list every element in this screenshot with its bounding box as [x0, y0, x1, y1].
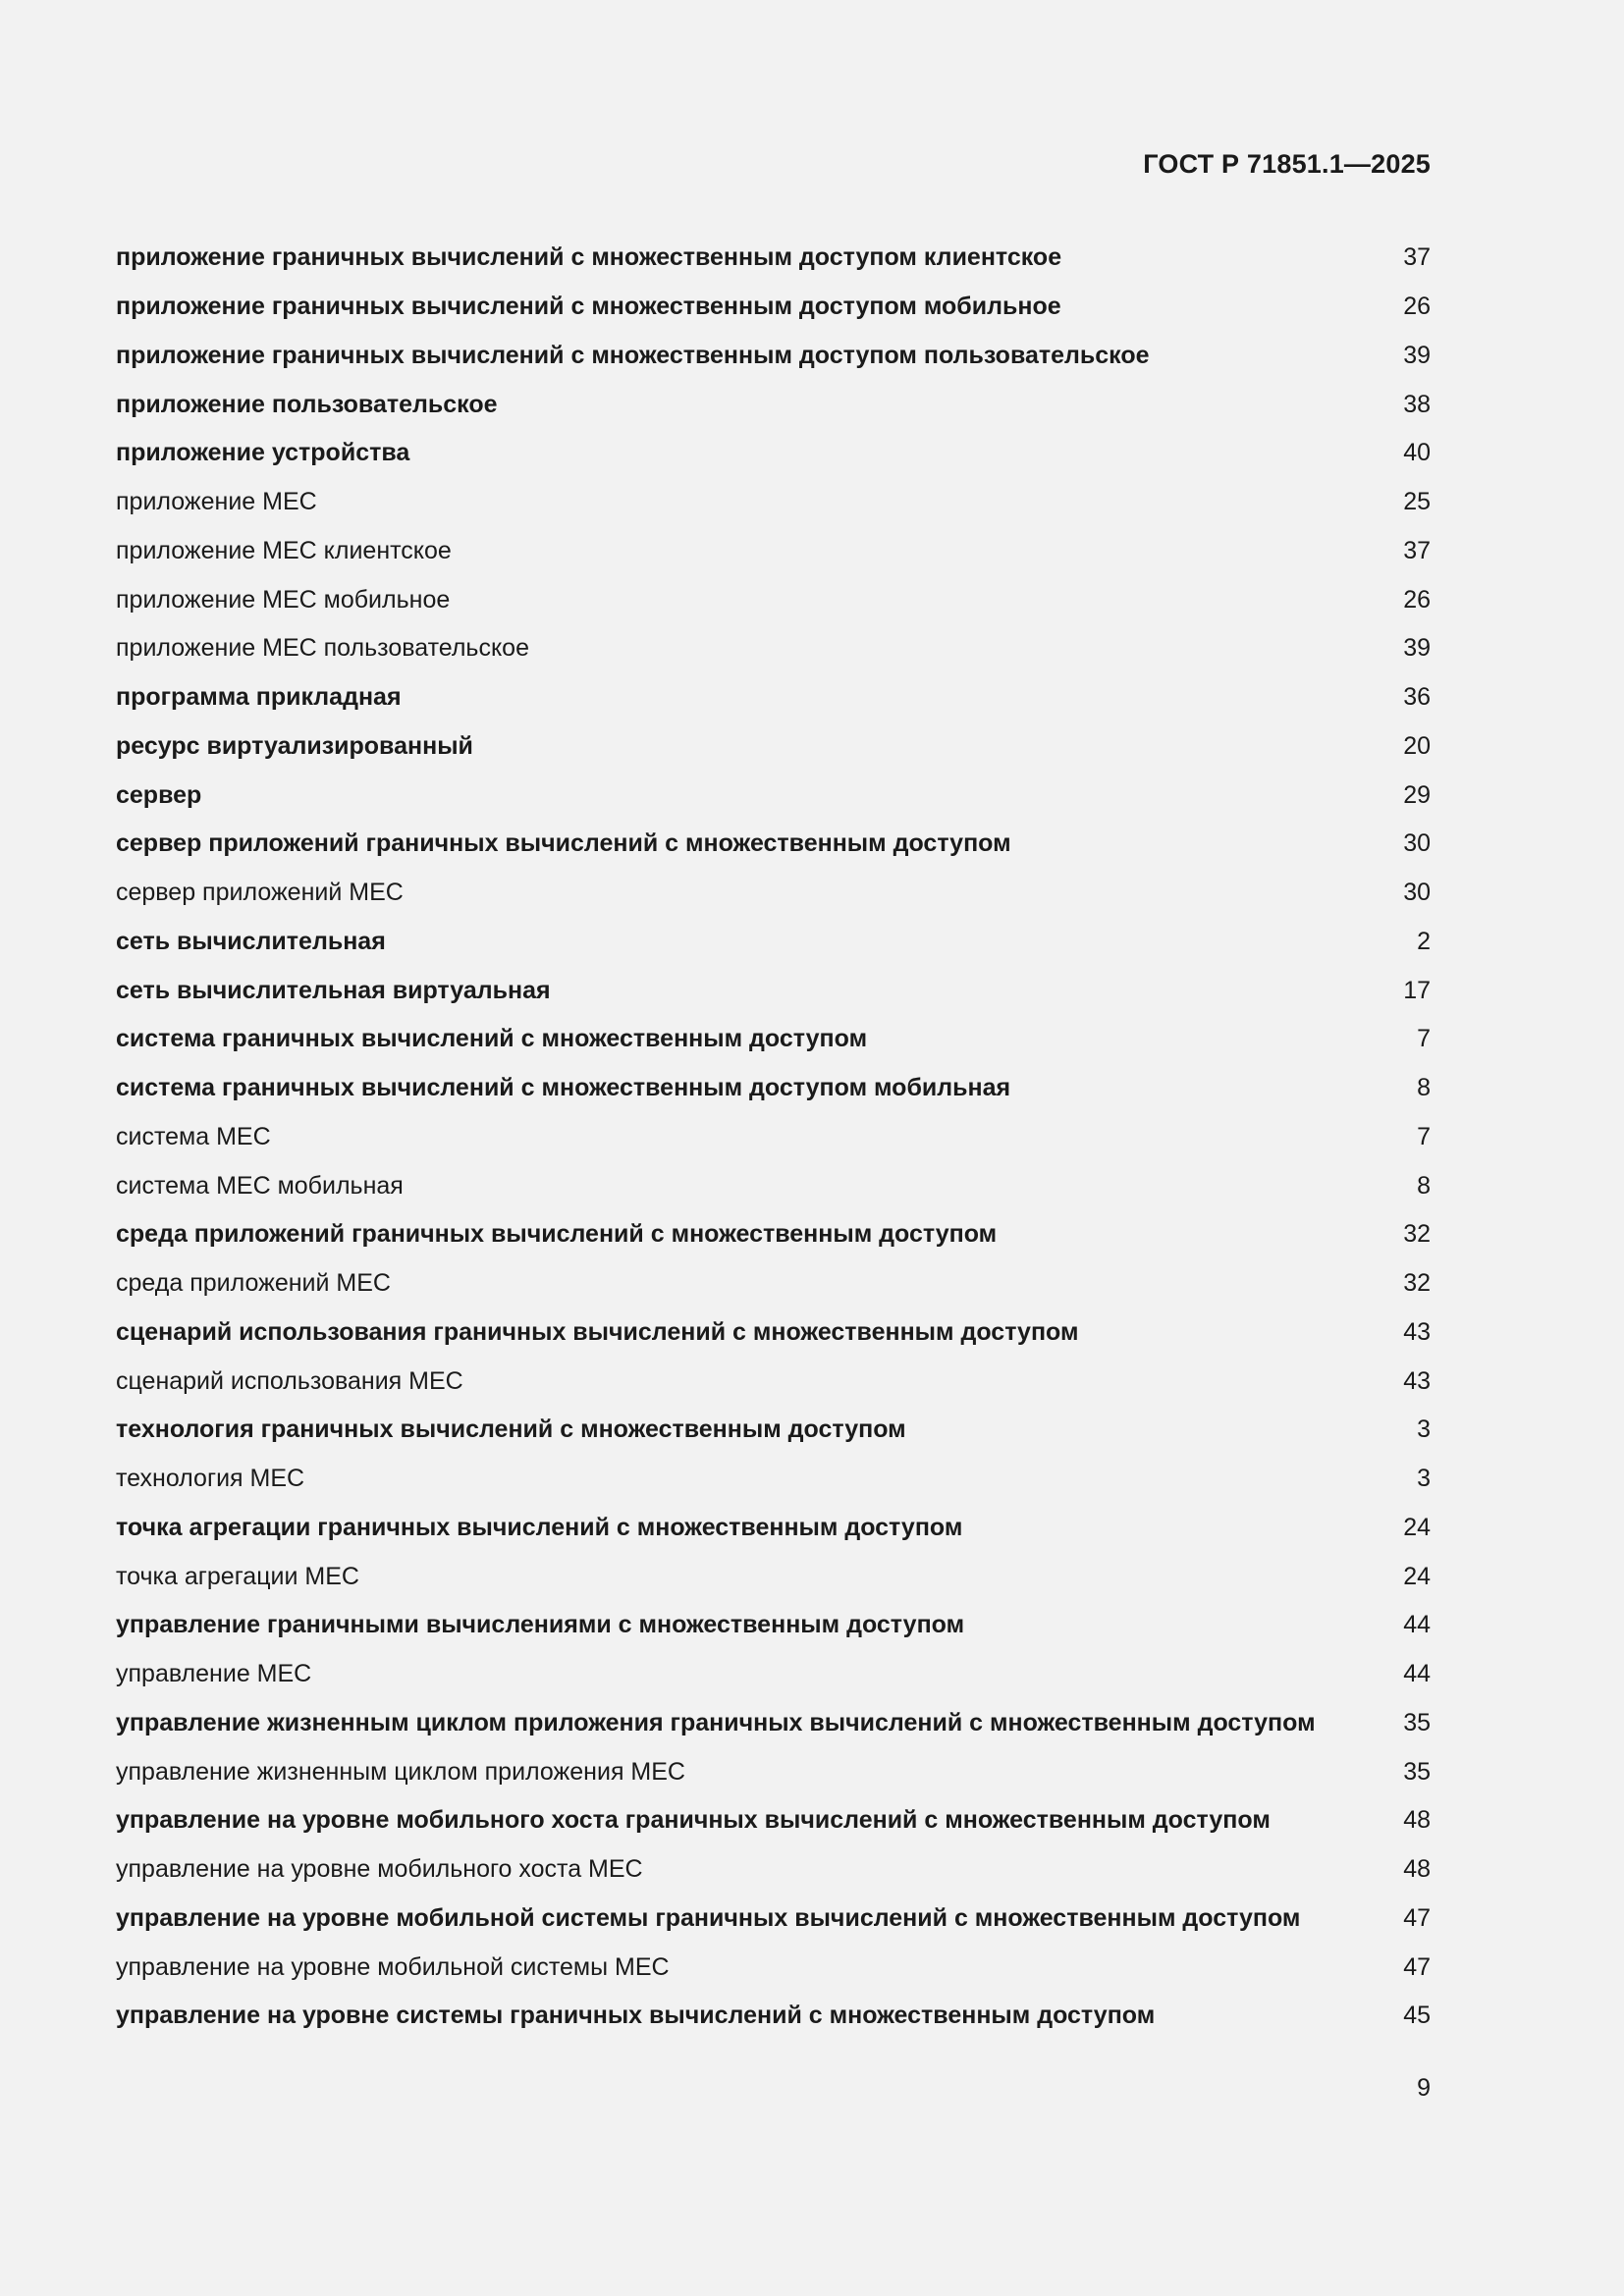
index-term: технология граничных вычислений с множественным доступом	[116, 1415, 906, 1444]
index-entry	[116, 234, 1431, 283]
index-entry	[116, 1455, 1431, 1504]
index-page-ref: 3	[1417, 1465, 1431, 1493]
index-term: сценарий использования граничных вычислений с множественным доступом	[116, 1317, 1079, 1346]
index-page-ref: 43	[1403, 1366, 1431, 1395]
index-term: управление на уровне мобильного хоста MEC	[116, 1855, 643, 1884]
index-page-ref: 45	[1403, 2002, 1431, 2030]
index-page-ref: 44	[1403, 1611, 1431, 1639]
index-entry	[116, 1845, 1431, 1895]
index-entry	[116, 429, 1431, 478]
document-header: ГОСТ Р 71851.1—2025	[1143, 149, 1431, 179]
index-page-ref: 26	[1403, 585, 1431, 614]
index-entry	[116, 1161, 1431, 1210]
index-term: система граничных вычислений с множественным доступом мобильная	[116, 1074, 1011, 1102]
index-page-ref: 30	[1403, 829, 1431, 858]
index-entry	[116, 283, 1431, 332]
index-entry	[116, 869, 1431, 918]
index-entry	[116, 1747, 1431, 1796]
index-page-ref: 44	[1403, 1660, 1431, 1688]
index-entry	[116, 1308, 1431, 1358]
index-term: приложение граничных вычислений с множественным доступом пользовательское	[116, 341, 1150, 369]
index-term: управление граничными вычислениями с множественным доступом	[116, 1611, 965, 1639]
index-page-ref: 24	[1403, 1562, 1431, 1590]
index-page-ref: 3	[1417, 1415, 1431, 1444]
index-term: приложение граничных вычислений с множественным доступом мобильное	[116, 293, 1061, 321]
index-page-ref: 47	[1403, 1903, 1431, 1932]
index-page-ref: 8	[1417, 1171, 1431, 1200]
index-term: среда приложений граничных вычислений с множественным доступом	[116, 1220, 998, 1249]
index-entry	[116, 966, 1431, 1015]
index-term: приложение пользовательское	[116, 390, 498, 418]
index-entry	[116, 1650, 1431, 1699]
index-entry	[116, 722, 1431, 772]
index-term: система MEC мобильная	[116, 1171, 404, 1200]
index-term: управление на уровне системы граничных вычислений с множественным доступом	[116, 2002, 1156, 2030]
index-entry	[116, 1552, 1431, 1601]
index-entry	[116, 673, 1431, 722]
index-term: программа прикладная	[116, 683, 402, 712]
index-entry	[116, 918, 1431, 967]
index-entry	[116, 1406, 1431, 1455]
index-entry	[116, 624, 1431, 673]
index-term: сервер приложений MEC	[116, 879, 404, 907]
index-page-ref: 7	[1417, 1025, 1431, 1053]
index-term: сеть вычислительная виртуальная	[116, 976, 551, 1004]
index-entry	[116, 575, 1431, 624]
index-entry	[116, 380, 1431, 429]
index-page-ref: 39	[1403, 341, 1431, 369]
index-entry	[116, 1210, 1431, 1259]
index-page-ref: 2	[1417, 927, 1431, 955]
index-term: сеть вычислительная	[116, 927, 386, 955]
index-page-ref: 26	[1403, 293, 1431, 321]
index-term: сервер	[116, 780, 202, 809]
index-term: ресурс виртуализированный	[116, 731, 473, 760]
index-page-ref: 32	[1403, 1220, 1431, 1249]
index-entry	[116, 1113, 1431, 1162]
index-page-ref: 37	[1403, 536, 1431, 564]
index-page-ref: 43	[1403, 1317, 1431, 1346]
index-entry	[116, 1796, 1431, 1845]
index-entry	[116, 771, 1431, 820]
index-term: точка агрегации MEC	[116, 1562, 359, 1590]
index-entry	[116, 1601, 1431, 1650]
index-page-ref: 40	[1403, 439, 1431, 467]
index-term: управление на уровне мобильной системы граничных вычислений с множественным доступом	[116, 1903, 1301, 1932]
index-term: управление жизненным циклом приложения MEC	[116, 1757, 685, 1786]
index-page-ref: 32	[1403, 1269, 1431, 1298]
index-term: приложение MEC	[116, 488, 317, 516]
index-page-ref: 35	[1403, 1757, 1431, 1786]
page-number: 9	[1417, 2074, 1431, 2102]
index-page-ref: 17	[1403, 976, 1431, 1004]
index-page-ref: 25	[1403, 488, 1431, 516]
index-term: приложение MEC клиентское	[116, 536, 452, 564]
index-term: система граничных вычислений с множественным доступом	[116, 1025, 868, 1053]
index-entry	[116, 332, 1431, 381]
index-page-ref: 39	[1403, 634, 1431, 663]
index-page-ref: 37	[1403, 243, 1431, 272]
index-term: среда приложений MEC	[116, 1269, 391, 1298]
index-entry	[116, 1357, 1431, 1406]
index-page-ref: 24	[1403, 1513, 1431, 1541]
index-page-ref: 47	[1403, 1952, 1431, 1981]
index-term: приложение MEC пользовательское	[116, 634, 529, 663]
index-term: система MEC	[116, 1122, 271, 1150]
index-term: технология MEC	[116, 1465, 305, 1493]
index-term: сценарий использования MEC	[116, 1366, 463, 1395]
index-page-ref: 48	[1403, 1806, 1431, 1835]
index-term: управление на уровне мобильного хоста граничных вычислений с множественным доступом	[116, 1806, 1271, 1835]
index-term: управление MEC	[116, 1660, 312, 1688]
index-page-ref: 7	[1417, 1122, 1431, 1150]
index-term: управление жизненным циклом приложения граничных вычислений с множественным доступом	[116, 1708, 1316, 1736]
index-entry	[116, 1504, 1431, 1553]
index-page-ref: 38	[1403, 390, 1431, 418]
index-entry	[116, 527, 1431, 576]
index-entry	[116, 1992, 1431, 2041]
index-entry	[116, 1699, 1431, 1748]
index-term: сервер приложений граничных вычислений с множественным доступом	[116, 829, 1011, 858]
alphabetical-index	[116, 234, 1431, 2041]
index-page-ref: 29	[1403, 780, 1431, 809]
index-term: приложение граничных вычислений с множественным доступом клиентское	[116, 243, 1062, 272]
index-term: приложение MEC мобильное	[116, 585, 451, 614]
index-term: приложение устройства	[116, 439, 410, 467]
index-entry	[116, 820, 1431, 869]
index-page-ref: 20	[1403, 731, 1431, 760]
index-entry	[116, 1015, 1431, 1064]
index-entry	[116, 1943, 1431, 1992]
index-entry	[116, 478, 1431, 527]
index-entry	[116, 1259, 1431, 1308]
index-page-ref: 30	[1403, 879, 1431, 907]
index-page-ref: 36	[1403, 683, 1431, 712]
index-page-ref: 35	[1403, 1708, 1431, 1736]
index-entry	[116, 1064, 1431, 1113]
index-entry	[116, 1895, 1431, 1944]
index-page-ref: 48	[1403, 1855, 1431, 1884]
index-page-ref: 8	[1417, 1074, 1431, 1102]
index-term: точка агрегации граничных вычислений с множественным доступом	[116, 1513, 963, 1541]
index-term: управление на уровне мобильной системы MEC	[116, 1952, 670, 1981]
